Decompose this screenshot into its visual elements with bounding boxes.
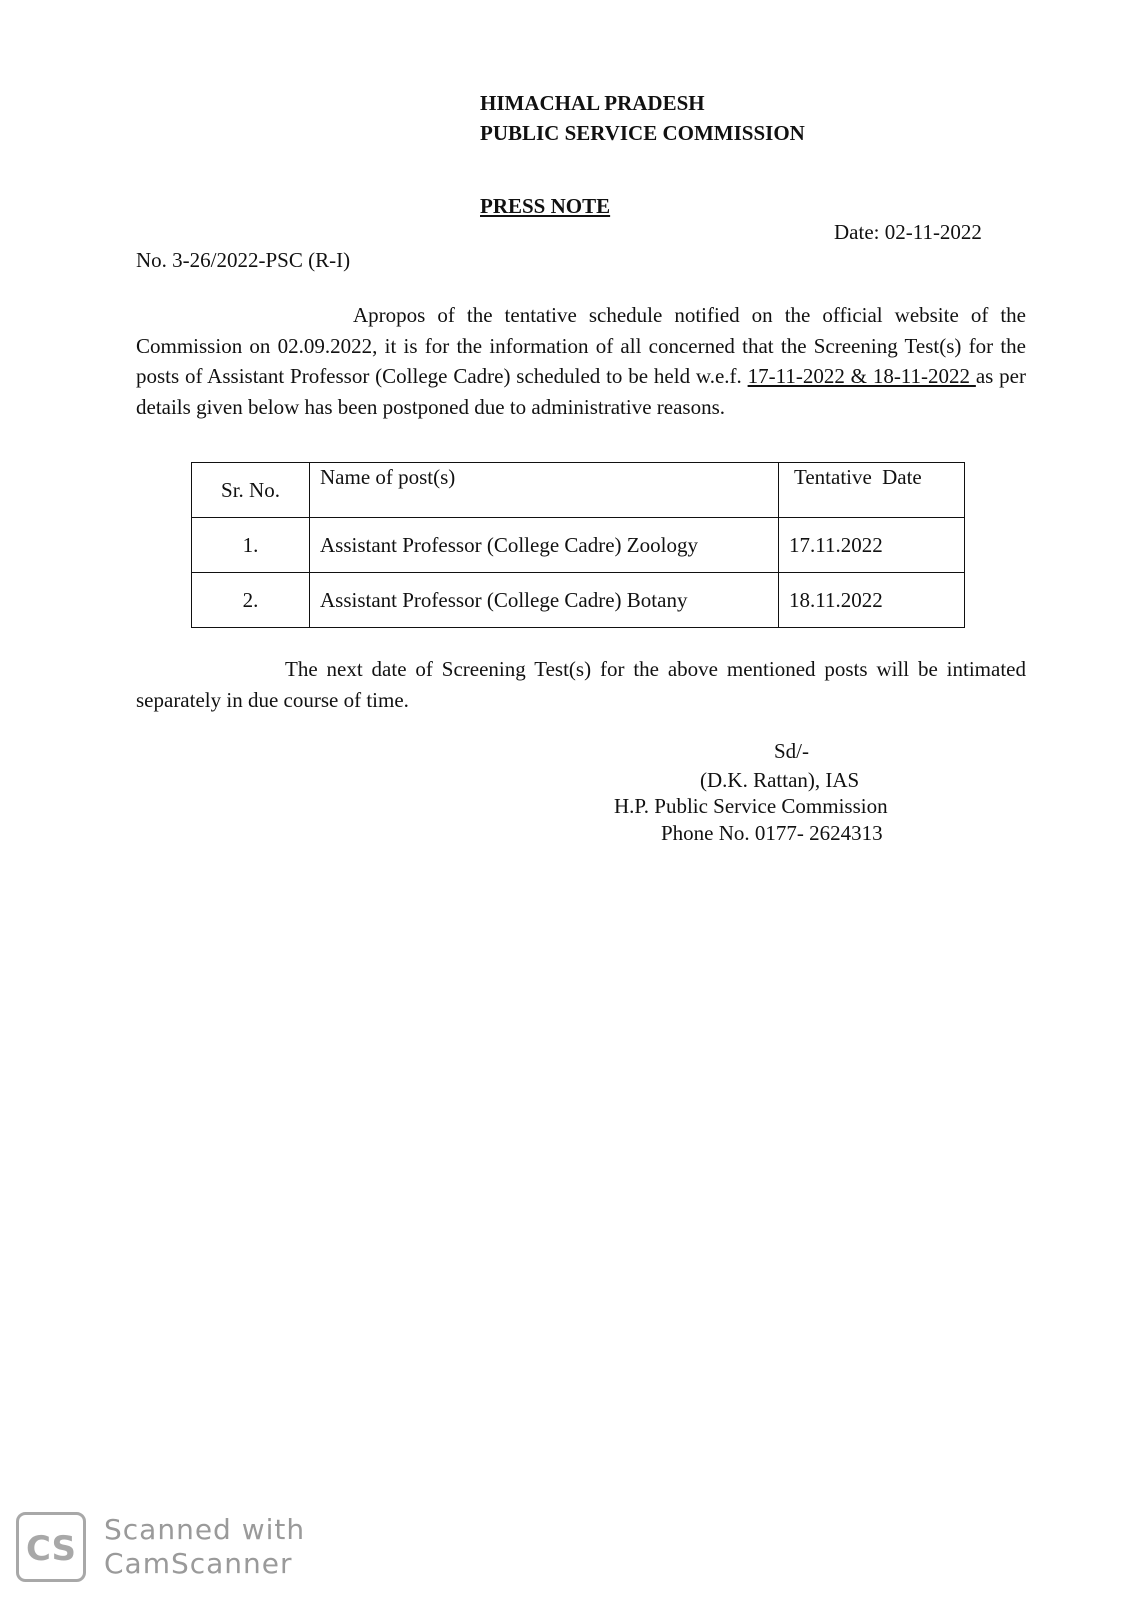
row-sr-no: 1. — [192, 518, 310, 573]
closing-paragraph: The next date of Screening Test(s) for the above mentioned posts will be intimated separately in due course of time. — [136, 657, 1026, 712]
table-row — [192, 573, 965, 628]
org-name-line2: PUBLIC SERVICE COMMISSION — [480, 121, 805, 145]
row-post-name: Assistant Professor (College Cadre) Botany — [310, 573, 779, 628]
row-post-name: Assistant Professor (College Cadre) Zoology — [310, 518, 779, 573]
signatory-name: (D.K. Rattan), IAS — [700, 768, 860, 792]
document-date: Date: 02-11-2022 — [834, 220, 982, 244]
org-name-line1: HIMACHAL PRADESH — [480, 91, 705, 115]
reference-number: No. 3-26/2022-PSC (R-I) — [136, 248, 351, 272]
postponed-dates: 17-11-2022 & 18-11-2022 — [747, 364, 976, 388]
header-post-name: Name of post(s) — [310, 463, 779, 518]
table-row — [192, 518, 965, 573]
logo-text: CS — [25, 1529, 77, 1569]
intro-text-end: as per details given below has been postponed due to administrative reasons. — [136, 364, 1026, 419]
row-sr-no: 2. — [192, 573, 310, 628]
table-header-row — [192, 463, 965, 518]
header-tentative-date: Tentative Date — [779, 463, 965, 518]
signatory-phone: Phone No. 0177- 2624313 — [661, 821, 883, 845]
organization-header — [480, 88, 805, 148]
camscanner-logo-icon — [16, 1512, 86, 1582]
header-sr-no: Sr. No. — [192, 463, 310, 518]
camscanner-watermark — [104, 1513, 305, 1581]
watermark-line2: CamScanner — [104, 1547, 293, 1580]
watermark-line1: Scanned with — [104, 1513, 306, 1546]
row-date: 18.11.2022 — [779, 573, 965, 628]
schedule-table — [191, 462, 965, 628]
intro-text: Apropos of the tentative schedule notified on the official website of the Commission on 02.09.2022, it is for the information of all concerned that the Screening Test(s) for the posts of Assistant Professor (College Cadre) scheduled to be held w.e.f. — [136, 303, 1026, 388]
signatory-office: H.P. Public Service Commission — [614, 794, 888, 818]
row-date: 17.11.2022 — [779, 518, 965, 573]
intro-paragraph — [136, 300, 1026, 422]
page-title: PRESS NOTE — [480, 194, 611, 218]
signature-sd: Sd/- — [774, 739, 810, 763]
